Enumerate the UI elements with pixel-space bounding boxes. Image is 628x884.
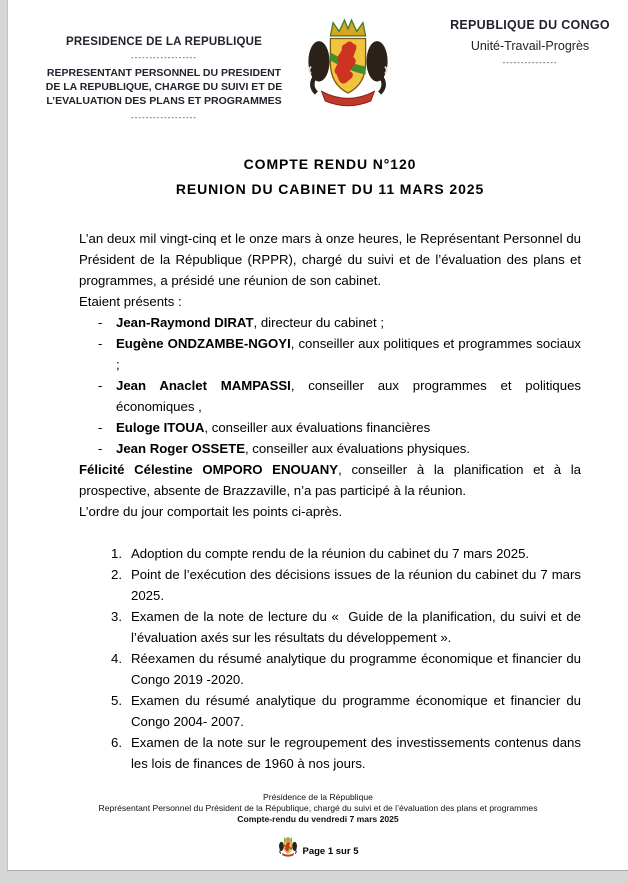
item-number: 6. [111, 735, 122, 750]
separator-dashes: --------------- [502, 58, 558, 67]
list-item [98, 312, 581, 333]
item-number: 5. [111, 693, 122, 708]
agenda-item-text: Réexamen du résumé analytique du programme économique et financier du Congo 2019 -2020. [131, 651, 581, 687]
dash-bullet: - [98, 315, 103, 330]
item-number: 1. [111, 546, 122, 561]
agenda-item-text: Adoption du compte rendu de la réunion du cabinet du 7 mars 2025. [131, 546, 530, 561]
attendee-role: , conseiller aux programmes et politiques économiques , [116, 378, 582, 414]
agenda-list [79, 543, 581, 774]
dash-bullet: - [98, 441, 103, 456]
document-page [7, 0, 628, 871]
header-left-block [38, 36, 290, 126]
separator-dashes: ------------------ [131, 113, 197, 122]
title-line-1: COMPTE RENDU N°120 [243, 156, 417, 172]
item-number: 3. [111, 609, 122, 624]
agenda-item-text: Point de l’exécution des décisions issues de la réunion du cabinet du 7 mars 2025. [131, 567, 581, 603]
page-footer [8, 792, 628, 825]
institution-title: PRESIDENCE DE LA REPUBLIQUE [65, 36, 263, 48]
list-item [111, 564, 581, 606]
attendee-role: , directeur du cabinet ; [253, 315, 384, 330]
attendee-name: Jean Roger OSSETE [116, 441, 245, 456]
presents-line: Etaient présents : [79, 294, 182, 309]
document-body [79, 152, 581, 774]
absent-paragraph: Félicité Célestine OMPORO ENOUANY, conseiller à la planification et à la prospective, absente de Brazzaville, n’a pas participé à la réunion. L’ordre du jour comportait les points ci-après. [79, 462, 582, 519]
footer-line-3: Compte-rendu du vendredi 7 mars 2025 [237, 814, 399, 824]
absent-name: Félicité Célestine OMPORO ENOUANY [79, 462, 339, 477]
agenda-intro-line: L’ordre du jour comportait les points ci-après. [79, 504, 343, 519]
title-line-2: REUNION DU CABINET DU 11 MARS 2025 [175, 181, 485, 197]
attendee-name: Euloge ITOUA [116, 420, 205, 435]
list-item [111, 543, 581, 564]
document-title [79, 152, 581, 202]
congo-coat-of-arms-icon [304, 12, 392, 116]
footer-coat-of-arms-icon [278, 835, 298, 859]
attendee-name: Eugène ONDZAMBE-NGOYI [116, 336, 291, 351]
attendee-role: , conseiller aux évaluations financières [204, 420, 431, 435]
national-motto: Unité-Travail-Progrès [470, 39, 590, 53]
footer-line-2: Représentant Personnel du Président de la République, chargé du suivi et de l’évaluation des plans et programmes [98, 803, 538, 813]
attendee-name: Jean Anaclet MAMPASSI [116, 378, 291, 393]
agenda-item-text: Examen de la note sur le regroupement des investissements contenus dans les lois de finances de 1960 à nos jours. [131, 735, 581, 771]
list-item [111, 648, 581, 690]
page-number: Page 1 sur 5 [302, 846, 359, 857]
list-item [98, 438, 581, 459]
office-title: REPRESENTANT PERSONNEL DU PRESIDENT DE LA REPUBLIQUE, CHARGE DU SUIVI ET DE L’EVALUATION DES PLANS ET PROGRAMMES [45, 67, 283, 107]
list-item [111, 732, 581, 774]
intro-paragraph: L’an deux mil vingt-cinq et le onze mars à onze heures, le Représentant Personnel du Président de la République (RPPR), chargé du suivi et de l’évaluation des plans et programmes, a présidé une réunion de son cabinet. Etaient présents : [79, 231, 581, 309]
list-item [98, 417, 581, 438]
attendee-role: , conseiller aux politiques et programmes sociaux ; [116, 336, 581, 372]
agenda-item-text: Examen de la note de lecture du « Guide de la planification, du suivi et de l’évaluation axés sur les résultats du développement ». [131, 609, 581, 645]
list-item [98, 375, 581, 417]
list-item [111, 690, 581, 732]
attendee-name: Jean-Raymond DIRAT [116, 315, 254, 330]
header-right-block [432, 18, 628, 71]
attendee-role: , conseiller aux évaluations physiques. [244, 441, 471, 456]
dash-bullet: - [98, 336, 103, 351]
list-item [98, 333, 581, 375]
item-number: 2. [111, 567, 122, 582]
item-number: 4. [111, 651, 122, 666]
country-name: REPUBLIQUE DU CONGO [450, 18, 610, 32]
dash-bullet: - [98, 420, 103, 435]
list-item [111, 606, 581, 648]
separator-dashes: ------------------ [131, 53, 197, 62]
dash-bullet: - [98, 378, 103, 393]
footer-line-1: Présidence de la République [263, 792, 373, 802]
attendee-list [79, 312, 581, 459]
agenda-item-text: Examen du résumé analytique du programme économique et financier du Congo 2004- 2007. [131, 693, 581, 729]
page-number-row [8, 835, 628, 859]
